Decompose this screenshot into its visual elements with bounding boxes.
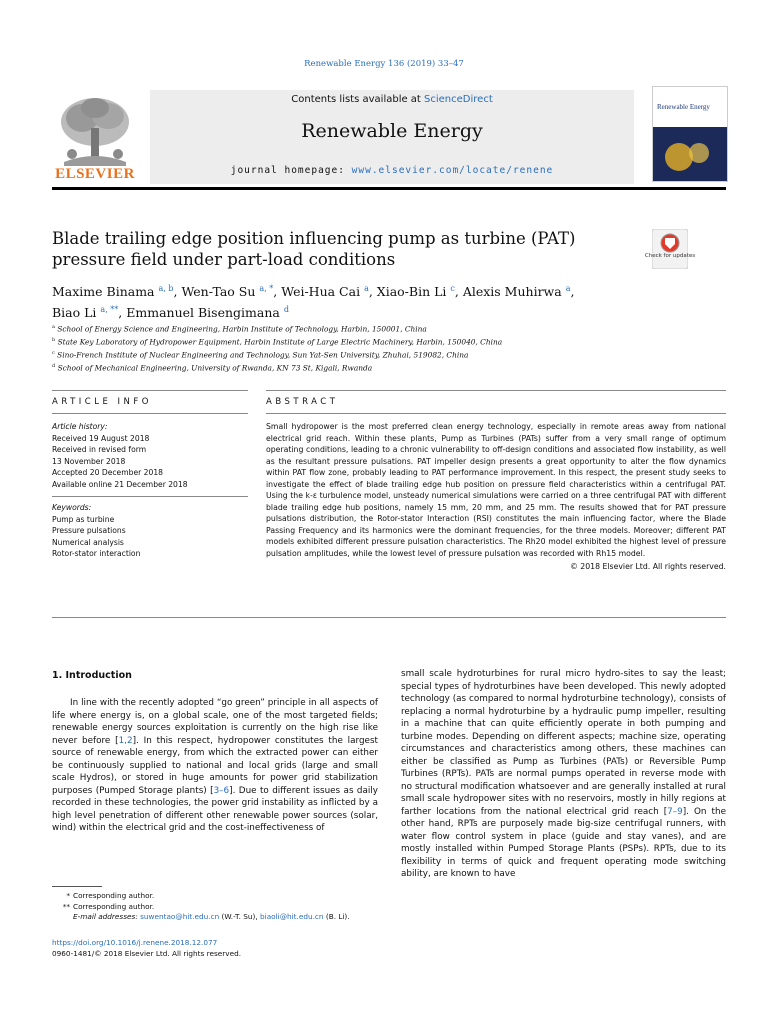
journal-cover-thumbnail[interactable] xyxy=(652,86,728,182)
abstract-heading: ABSTRACT xyxy=(266,397,339,407)
body-left-column xyxy=(52,697,378,835)
author-affiliation-marker[interactable]: a, ** xyxy=(100,305,119,315)
body-text: ]. Due to different issues as daily recorded in these technologies, the power grid instability as inflicted by a high level penetration of different other renewable power sources (solar, wind) within the electrical grid and the cost-ineffectiveness of xyxy=(52,785,378,833)
keywords xyxy=(52,514,248,560)
affiliation-text: State Key Laboratory of Hydropower Equipment, Harbin Institute of Large Electric Machinery, Harbin, 150040, China xyxy=(57,337,503,347)
author-name: Biao Li xyxy=(52,305,97,321)
body-text: In line with the recently adopted “go green” principle in all aspects of life where energy is, on a global scale, one of the most targeted fields; renewable energy sources exploitation is currently on the high rise like never before [ xyxy=(52,698,378,746)
doi-link[interactable]: https://doi.org/10.1016/j.renene.2018.12.077 xyxy=(52,938,218,947)
contents-prefix: Contents lists available at xyxy=(291,94,425,105)
history-item: Accepted 20 December 2018 xyxy=(52,468,163,477)
elsevier-wordmark: ELSEVIER xyxy=(55,166,135,182)
footnote-rule xyxy=(52,886,102,887)
header-rule xyxy=(52,187,726,190)
history-item: Received in revised form xyxy=(52,445,147,454)
check-for-updates-label: Check for updates xyxy=(644,253,696,259)
author-name: Maxime Binama xyxy=(52,284,155,300)
keyword-item: Pressure pulsations xyxy=(52,526,126,535)
affiliation-marker: c xyxy=(52,349,55,356)
check-for-updates-icon[interactable] xyxy=(652,229,688,269)
cover-title: Renewable Energy xyxy=(657,103,710,111)
keyword-item: Numerical analysis xyxy=(52,537,124,547)
history-item: 13 November 2018 xyxy=(52,456,126,466)
abstract-text: Small hydropower is the most preferred clean energy technology, especially in remote areas away from national electrical grid reach. Within these plants, Pump as Turbines (PATs) suffer from a very small range of optimum operating conditions, leading to a chronic vulnerability to off-design conditions and associated flow instability, as well as the resultant pressure pulsations. PAT impeller design presents a great opportunity to alter the flow dynamics within PAT flow zone, probably leading to PAT performance improvement. In this respect, the present study seeks to investigate the effect of blade trailing edge hub position on pressure field characteristics within a centrifugal PAT. Using the k-ε turbulence model, unsteady numerical simulations were carried on a three centrifugal PAT with different blade trailing edge hub positions, namely 15 mm, 20 mm, and 25 mm. The results showed that for PAT pressure pulsations distribution, the Rotor-stator Interaction (RSI) constitutes the main influencing factor, where the Blade Passing Frequency and its harmonics were the dominant frequencies, for the three models. Moreover; different PAT models exhibited different pressure pulsation characteristics. The Rh20 model exhibited the highest level of pressure pulsation amplitudes, while the lowest level of pressure pulsation was recorded with Rh15 model. xyxy=(266,422,726,558)
citation-link[interactable]: 1,2 xyxy=(118,735,133,746)
affiliation-line xyxy=(52,361,712,374)
homepage-prefix: journal homepage: xyxy=(230,165,352,176)
affiliation-marker: a xyxy=(52,324,55,330)
footnote-corresponding-1: * Corresponding author. xyxy=(66,891,155,900)
abstract-copyright: © 2018 Elsevier Ltd. All rights reserved. xyxy=(570,562,726,571)
affiliation-text: School of Mechanical Engineering, University of Rwanda, KN 73 St, Kigali, Rwanda xyxy=(57,363,373,373)
article-history xyxy=(52,433,248,491)
affiliation-text: Sino-French Institute of Nuclear Engineering and Technology, Sun Yat-Sen University, Zhuhai, 519082, China xyxy=(57,350,469,360)
author-name: Xiao-Bin Li xyxy=(376,284,447,300)
body-text: ]. On the other hand, RPTs are purposely made big-size centrifugal runners, with water flow control system in place (guide and stay vanes), and are mostly installed within Pumped Storage Plants (PSPs). RPTs, due to its flexibility in terms of quick and frequent operating mode switching ability, are known to have xyxy=(401,806,726,879)
issn-line: 0960-1481/© 2018 Elsevier Ltd. All rights reserved. xyxy=(52,948,242,958)
affiliation-marker: b xyxy=(52,336,56,343)
body-text: small scale hydroturbines for rural micro hydro-sites to say the least; special types of hydroturbines have been developed. This newly adopted technology (as compared to normal hydroturbine technology), consists of replacing a normal hydroturbine by a hydraulic pump impeller, resulting in a machine that can quite efficiently operate in both pumping and turbine modes. Depending on different aspects; machine size, operating circumstances and characteristics among others, these machines can either be classified as Pump as Turbines (PATs) or Reversible Pump Turbines (RPTs). PATs are normal pumps operated in reverse mode with no structural modification whatsoever and are generally installed at rural small scale hydropower sites with no reservoirs, mostly in hilly regions at farther locations from the national electrical grid reach [ xyxy=(401,669,726,817)
keywords-label: Keywords: xyxy=(52,503,92,512)
footnote-corresponding-2: ** Corresponding author. xyxy=(62,901,155,911)
journal-citation[interactable]: Renewable Energy 136 (2019) 33–47 xyxy=(304,59,464,69)
author-name: Alexis Muhirwa xyxy=(462,284,562,300)
author-affiliation-marker[interactable]: a xyxy=(565,284,571,293)
homepage-line xyxy=(150,165,634,176)
citation-link[interactable]: 7–9 xyxy=(667,806,683,817)
introduction-heading: 1. Introduction xyxy=(52,670,132,681)
author-list: Maxime Binama $^{a, b}$, Wen-Tao Su $^{a, *}$, Wei-Hua Cai $^a$, Xiao-Bin Li $^c$, Alexis Muhirwa $^a$, Biao Li $^{a, **}$, Emmanuel Bisengimana $^d$ xyxy=(52,284,575,321)
article-title: Blade trailing edge position influencing pump as turbine (PAT) pressure field under part-load conditions xyxy=(52,229,576,269)
abstract xyxy=(266,421,726,573)
author-name: Emmanuel Bisengimana xyxy=(126,305,280,321)
affiliation-line xyxy=(52,348,712,361)
author-name: Wen-Tao Su xyxy=(181,284,256,300)
info-top-rule xyxy=(52,390,248,391)
article-info xyxy=(52,421,248,560)
body-right-column xyxy=(401,668,726,881)
history-item: Available online 21 December 2018 xyxy=(52,479,188,489)
affiliation-line xyxy=(52,335,712,348)
doi-block xyxy=(52,938,382,959)
journal-title: Renewable Energy xyxy=(301,120,483,142)
affiliation-line xyxy=(52,322,712,335)
body-text: ]. In this respect, hydropower constitutes the largest source of renewable energy, from which the extracted power can either be continuously supplied to national and local grids (large and small scale Hydros), or stored in huge amounts for power grid stabilization purposes (Pumped Storage plants) [ xyxy=(52,735,378,796)
article-history-label: Article history: xyxy=(52,422,108,431)
author-affiliation-marker[interactable]: a xyxy=(364,284,369,293)
author-affiliation-marker[interactable]: a, b xyxy=(158,284,174,293)
author-affiliation-marker[interactable]: c xyxy=(450,284,455,293)
abstract-mid-rule xyxy=(266,413,726,414)
keywords-rule xyxy=(52,496,248,497)
keyword-item: Pump as turbine xyxy=(52,514,115,524)
sciencedirect-link[interactable]: ScienceDirect xyxy=(424,94,493,105)
article-info-heading: ARTICLE INFO xyxy=(52,397,152,407)
homepage-link[interactable]: www.elsevier.com/locate/renene xyxy=(351,165,554,176)
affiliations xyxy=(52,322,712,374)
contents-line xyxy=(150,94,634,105)
info-mid-rule xyxy=(52,413,248,414)
email-link-su[interactable]: suwentao@hit.edu.cn xyxy=(140,912,220,921)
affiliation-marker: d xyxy=(52,362,56,369)
author-affiliation-marker[interactable]: a, * xyxy=(259,284,274,293)
footnote-emails: E-mail addresses: suwentao@hit.edu.cn (W.-T. Su), biaoli@hit.edu.cn (B. Li). xyxy=(73,912,350,921)
email-link-li[interactable]: biaoli@hit.edu.cn xyxy=(260,912,324,921)
cover-artwork xyxy=(653,127,727,181)
abstract-bottom-rule xyxy=(52,617,726,618)
keyword-item: Rotor-stator interaction xyxy=(52,549,141,558)
history-item: Received 19 August 2018 xyxy=(52,433,150,443)
citation-link[interactable]: 3–6 xyxy=(213,785,230,796)
footnotes xyxy=(52,891,382,923)
author-name: Wei-Hua Cai xyxy=(281,284,361,300)
abstract-top-rule xyxy=(266,390,726,391)
affiliation-text: School of Energy Science and Engineering, Harbin Institute of Technology, Harbin, 150001, China xyxy=(57,324,427,334)
author-affiliation-marker[interactable]: d xyxy=(283,305,289,315)
